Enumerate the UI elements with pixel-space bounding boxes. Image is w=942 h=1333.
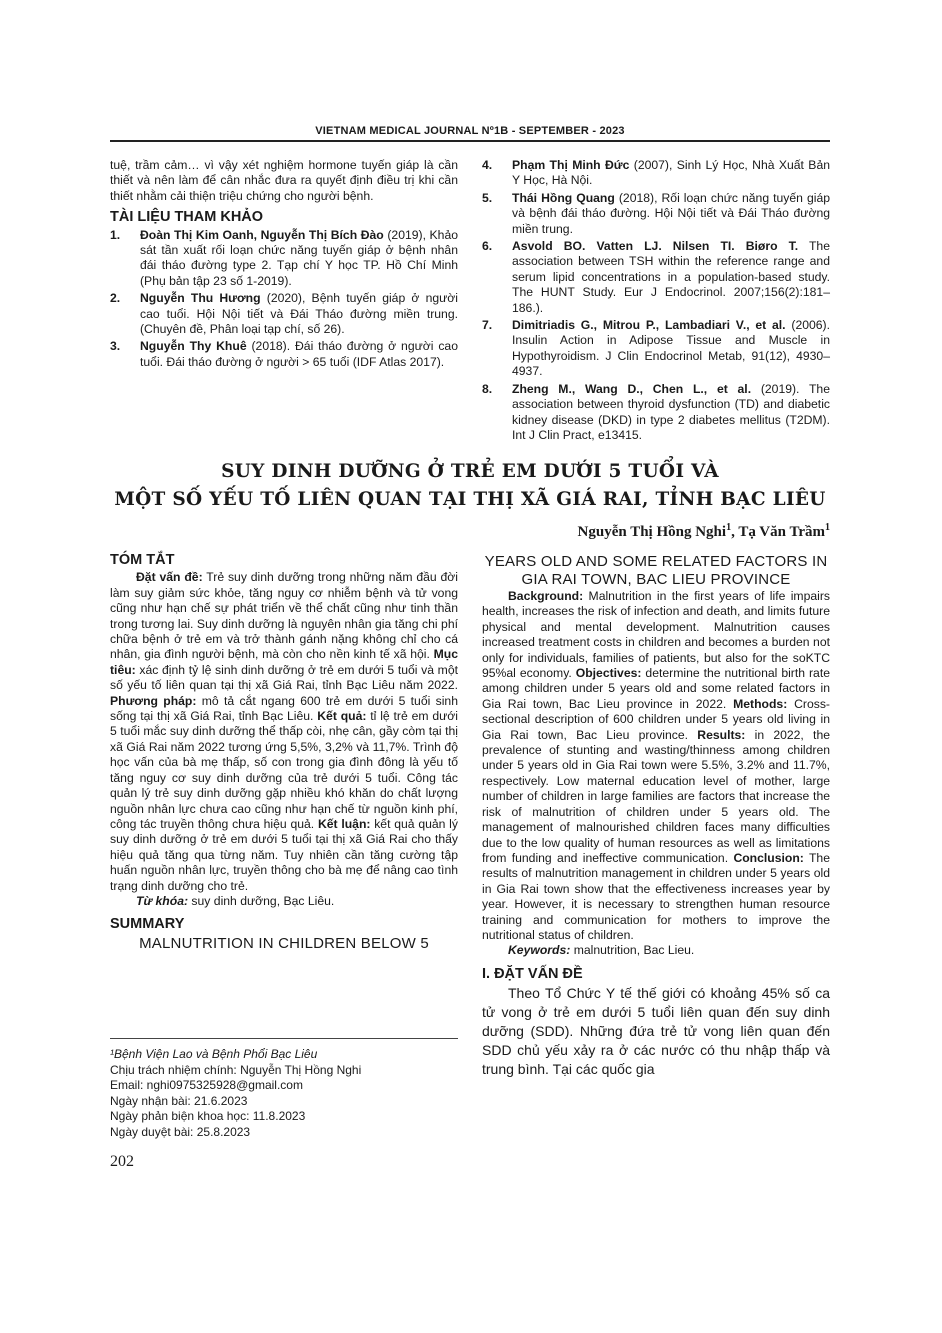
continuation-paragraph: tuệ, trầm cảm… vì vậy xét nghiệm hormone tuyến giáp là cần thiết và nên làm để cân nhắc đưa ra quyết định điều trị khi cần thiết nhằm cải thiện triệu chứng cho người bệnh. — [110, 158, 458, 203]
reference-item: 4. Phạm Thị Minh Đức (2007), Sinh Lý Học, Nhà Xuất Bản Y Học, Hà Nội. — [482, 158, 830, 188]
summary-heading: SUMMARY — [110, 916, 185, 933]
intro-paragraph: Theo Tổ Chức Y tế thế giới có khoảng 45% số ca tử vong ở trẻ em dưới 5 tuổi liên quan đến suy dinh dưỡng (SDD). Những đứa trẻ tử vong liên quan đến SDD chủ yếu xảy ra ở các nước có thu nhập thấp và trung bình. Tại các quốc gia — [482, 985, 830, 1078]
journal-header: VIETNAM MEDICAL JOURNAL Nº1B - SEPTEMBER - 2023 — [315, 125, 625, 137]
tomtat-keywords: Từ khóa: suy dinh dưỡng, Bạc Liêu. — [136, 893, 335, 908]
top-left-column — [110, 158, 458, 372]
author-1: Nguyễn Thị Hồng Nghi — [577, 524, 727, 540]
title-line-2: MỘT SỐ YẾU TỐ LIÊN QUAN TẠI THỊ XÃ GIÁ RAI, TỈNH BẠC LIÊU — [114, 489, 826, 510]
tomtat-paragraph: Đặt vấn đề: Trẻ suy dinh dưỡng trong những năm đầu đời làm suy giảm sức khỏe, tăng nguy cơ nhiễm bệnh và tử vong cũng như hạn chế sự phát triển về thể chất cũng như tinh thần trong tương lai. Suy dinh dưỡng là nguyên nhân gia tăng chi phí chữa bệnh ở trẻ em và trở thành gánh nặng không chỉ cho cá nhân, gia đình người bệnh, mà còn cho nền kinh tế xã hội. Mục tiêu: xác định tỷ lệ sinh dinh dưỡng ở trẻ em dưới 5 tuổi và một số yếu tố liên quan tại thị xã Giá Rai, tỉnh Bạc Liêu năm 2022. Phương pháp: mô tả cắt ngang 600 trẻ em dưới 5 tuổi sinh sống tại thị xã Giá Rai, tỉnh Bạc Liêu. Kết quả: tỉ lệ trẻ em dưới 5 tuổi mắc suy dinh dưỡng thể thấp còi, nhẹ cân, gầy còm tại thị xã Giá Rai năm 2022 tương ứng 5,5%, 3,2% và 11,7%. Trình độ học vấn của bà mẹ thấp, số con trong gia đình đông là yếu tố tăng nguy cơ suy dinh dưỡng của trẻ dưới 5 tuổi. Công tác quản lý trẻ suy dinh dưỡng gặp nhiều khó khăn do chất lượng nguồn nhân lực chưa cao cũng như hạn chế từ nguồn kinh phí, công tác truyền thông chưa hiệu quả. Kết luận: kết quả quản lý suy dinh dưỡng ở trẻ em dưới 5 tuổi tại thị xã Giá Rai cho thấy hiệu quả tăng qua từng năm. Tuy nhiên cần tăng cường tập huấn nguồn nhân lực, truyền thông cho bà mẹ để nâng cao tình trạng dinh dưỡng cho trẻ. — [110, 570, 458, 893]
summary-title-part1: MALNUTRITION IN CHILDREN BELOW 5 — [139, 934, 429, 952]
reference-item: 5. Thái Hồng Quang (2018), Rối loạn chức năng tuyến giáp và bệnh đái tháo đường. Hội Nội tiết và Đái Tháo đường miền trung. — [482, 190, 831, 236]
reference-item: 3. Nguyễn Thy Khuê (2018). Đái tháo đường ở người cao tuổi. Đái tháo đường ở người > 65 tuổi (IDF Atlas 2017). — [110, 339, 458, 369]
references-heading: TÀI LIỆU THAM KHẢO — [110, 209, 264, 226]
summary-paragraph: Background: Malnutrition in the first years of life impairs health, increases the risk of infection and death, and limits future physical and mental development. Malnutrition causes increased treatment costs in children and becomes a burden not only for individuals, families of patients, but also for the soKTC 95%al economy. Objectives: determine the nutritional birth rate among children under 5 years old and some related factors in Gia Rai town, Bac Lieu province in 2022. Methods: Cross-sectional description of 600 children under 5 years old living in Gia Rai town, Bac Lieu province. Results: in 2022, the prevalence of stunting and wasting/thinness among children under 5 years old in Gia Rai town were 5.5%, 3.2% and 11.7%, respectively. Low maternal education level of mother, large number of children in large families are factors that increase the risk of malnutrition of children under 5 years old. The management of malnourished children faces many difficulties due to the low quality of human resources as well as limitations from funding and ineffective communication. Conclusion: The results of malnutrition management in children under 5 years old in Gia Rai town show that the effectiveness increases year by year. However, it is necessary to strengthen human resource training and communication for mothers to improve the nutritional status of children. — [482, 589, 830, 942]
reference-item: 2. Nguyễn Thu Hương (2020), Bệnh tuyến giáp ở người cao tuổi. Hội Nội tiết và Đái Tháo đường miền trung. (Chuyên đề, Phân loại tạp chí, số 26). — [110, 291, 459, 337]
abstract-left-column — [110, 553, 458, 953]
author-line: Nguyễn Thị Hồng Nghi$^1$, Tạ Văn Trầm$^1$ — [577, 522, 830, 540]
reference-item: 1. Đoàn Thị Kim Oanh, Nguyễn Thị Bích Đào (2019), Khảo sát tần xuất rối loạn chức năng tuyến giáp ở bệnh nhân đái tháo đường type 2. Tạp chí Y học TP. Hồ Chí Minh (Phụ bản tập 23 số 1-2019). — [110, 227, 459, 288]
footnote-affiliation: ¹Bệnh Viện Lao và Bệnh Phổi Bạc Liêu — [110, 1047, 318, 1061]
page-number: 202 — [110, 1153, 134, 1170]
footnote-received: Ngày nhận bài: 21.6.2023 — [110, 1093, 248, 1108]
reference-item: 7. Dimitriadis G., Mitrou P., Lambadiari V., et al. (2006). Insulin Action in Adipose Tissue and Muscle in Hypothyroidism. J Clin Endocrinol Metab, 91(12), 4930–4937. — [482, 318, 831, 379]
tomtat-heading: TÓM TẮT — [110, 552, 175, 568]
intro-heading: I. ĐẶT VẤN ĐỀ — [482, 965, 583, 982]
footnote-accepted: Ngày duyệt bài: 25.8.2023 — [110, 1124, 251, 1139]
abstract-right-column — [482, 553, 830, 1079]
reference-list-right — [482, 158, 830, 443]
summary-title-part2: YEARS OLD AND SOME RELATED FACTORS IN GIA RAI TOWN, BAC LIEU PROVINCE — [484, 553, 828, 588]
reference-item: 8. Zheng M., Wang D., Chen L., et al. (2019). The association between thyroid dysfunction (TD) and diabetic kidney disease (DKD) in type 2 diabetes mellitus (T2DM). Int J Clin Pract, e13415. — [482, 381, 830, 442]
title-line-1: SUY DINH DƯỠNG Ở TRẺ EM DƯỚI 5 TUỔI VÀ — [221, 461, 719, 482]
author-2: Tạ Văn Trầm — [738, 524, 825, 540]
summary-keywords: Keywords: malnutrition, Bac Lieu. — [508, 943, 695, 958]
reference-list-left — [110, 228, 458, 371]
footnote-reviewed: Ngày phản biện khoa học: 11.8.2023 — [110, 1109, 306, 1124]
footnotes — [110, 1038, 458, 1141]
footnote-corresponding: Chịu trách nhiệm chính: Nguyễn Thị Hồng Nghi — [110, 1062, 362, 1077]
footnote-email: Email: nghi0975325928@gmail.com — [110, 1078, 303, 1093]
article-title — [110, 458, 830, 514]
top-right-column — [482, 158, 830, 445]
reference-item: 6. Asvold BO. Vatten LJ. Nilsen TI. Biøro T. The association between TSH within the reference range and serum lipid concentrations in a population-based study. The HUNT Study. Eur J Endocrinol. 2007;156(2):181–186.). — [482, 239, 830, 315]
header-rule — [110, 140, 830, 142]
